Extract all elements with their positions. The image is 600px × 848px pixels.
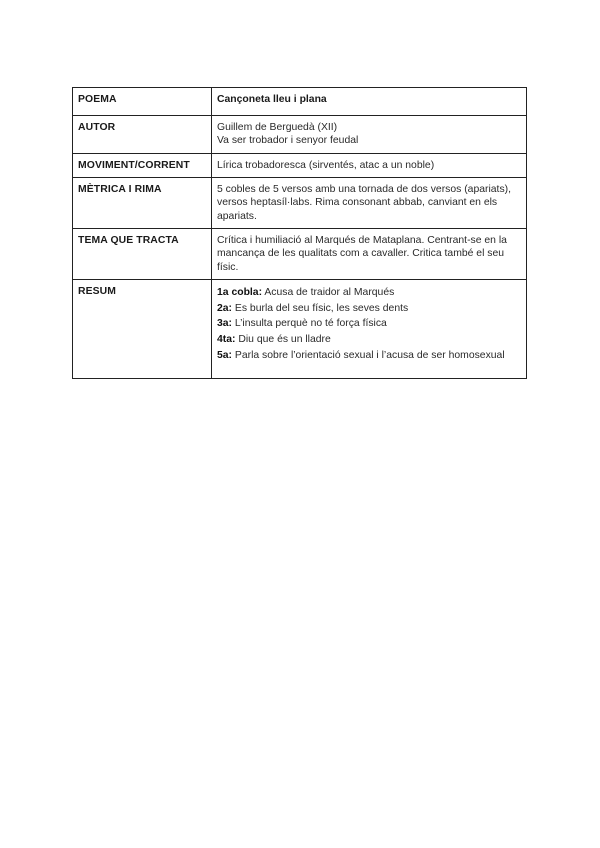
value-poema: Cançoneta lleu i plana bbox=[212, 88, 527, 116]
resum-item-2 bbox=[217, 301, 521, 317]
table-row-metrica bbox=[73, 178, 527, 229]
value-resum bbox=[212, 280, 527, 379]
resum-item-key: 3a: bbox=[217, 318, 233, 330]
resum-item-1 bbox=[217, 285, 521, 301]
label-metrica: MÈTRICA I RIMA bbox=[73, 178, 212, 229]
resum-item-3 bbox=[217, 316, 521, 332]
resum-item-key: 2a: bbox=[217, 302, 233, 314]
resum-item-text: Es burla del seu físic, les seves dents bbox=[232, 302, 409, 314]
label-poema: POEMA bbox=[73, 88, 212, 116]
resum-item-4 bbox=[217, 332, 521, 348]
value-metrica: 5 cobles de 5 versos amb una tornada de dos versos (apariats), versos heptasíl·labs. Rima consonant abbab, canviant en els apariats. bbox=[212, 178, 527, 229]
table-row-tema bbox=[73, 229, 527, 280]
table-row-moviment bbox=[73, 154, 527, 178]
table-row-resum bbox=[73, 280, 527, 379]
resum-item-key: 4ta: bbox=[217, 333, 236, 345]
resum-item-text: L’insulta perquè no té força física bbox=[232, 318, 387, 330]
value-autor bbox=[212, 116, 527, 154]
table-row-autor bbox=[73, 116, 527, 154]
resum-item-key: 5a: bbox=[217, 349, 233, 361]
resum-item-text: Acusa de traidor al Marqués bbox=[262, 287, 395, 299]
resum-item-text: Diu que és un lladre bbox=[235, 333, 331, 345]
value-tema: Crítica i humiliació al Marqués de Mataplana. Centrant-se en la mancança de les qualitats com a cavaller. Critica també el seu físic. bbox=[212, 229, 527, 280]
label-tema: TEMA QUE TRACTA bbox=[73, 229, 212, 280]
autor-line-role: Va ser trobador i senyor feudal bbox=[217, 135, 359, 147]
label-moviment: MOVIMENT/CORRENT bbox=[73, 154, 212, 178]
resum-item-key: 1a cobla: bbox=[217, 287, 263, 299]
resum-item-text: Parla sobre l’orientació sexual i l’acusa de ser homosexual bbox=[232, 349, 505, 361]
value-moviment: Lírica trobadoresca (sirventés, atac a un noble) bbox=[212, 154, 527, 178]
table-row-poema bbox=[73, 88, 527, 116]
label-autor: AUTOR bbox=[73, 116, 212, 154]
resum-item-5 bbox=[217, 348, 521, 364]
autor-line-name: Guillem de Berguedà (XII) bbox=[217, 122, 338, 133]
poem-info-table bbox=[72, 87, 527, 379]
label-resum: RESUM bbox=[73, 280, 212, 379]
